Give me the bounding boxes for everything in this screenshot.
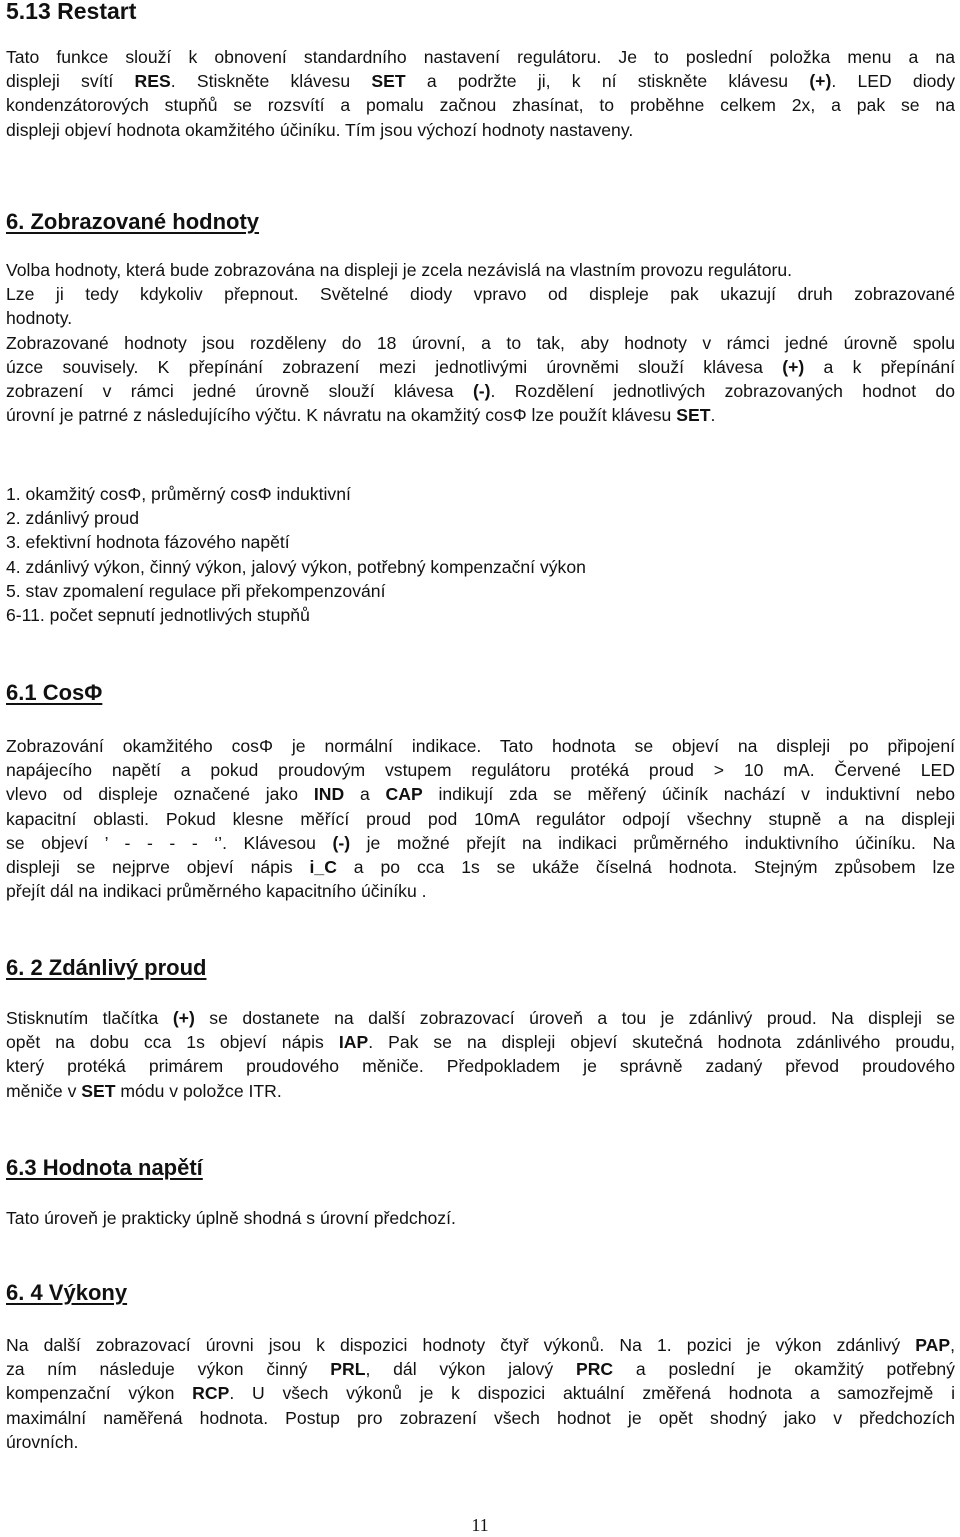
list-item: 1. okamžitý cosΦ, průměrný cosΦ induktivní — [6, 484, 351, 504]
text-line: kapacitní oblasti. Pokud klesne měřící proud pod 10mA regulátor odpojí všechny stupně a na displeji — [6, 808, 955, 829]
text-line: za ním následuje výkon činný PRL, dál výkon jalový PRC a poslední je okamžitý potřebný — [6, 1359, 955, 1380]
text-line: zobrazení v rámci jedné úrovně slouží klávesa (-). Rozdělení jednotlivých zobrazovaných hodnot do — [6, 381, 955, 402]
section-title-cos: 6.1 CosΦ — [6, 680, 103, 705]
paragraph-restart — [6, 45, 955, 142]
text-line: přejít dál na indikaci průměrného kapacitního účiníku . — [6, 881, 427, 902]
text-line: kompenzační výkon RCP. U všech výkonů je k dispozici aktuální změřená hodnota a samozřejmě i — [6, 1383, 955, 1404]
list-item: 5. stav zpomalení regulace při překompenzování — [6, 580, 386, 601]
text-line: se objeví ’ - - - - ‘’. Klávesou (-) je možné přejít na indikaci průměrného induktivního účiníku. Na — [6, 832, 955, 853]
paragraph-cos — [6, 734, 955, 903]
text-line: který protéká primárem proudového měniče. Předpokladem je správně zadaný převod proudového — [6, 1056, 955, 1077]
section-title-proud: 6. 2 Zdánlivý proud — [6, 955, 207, 980]
text-line: displeji svítí RES. Stiskněte klávesu SET a podržte ji, k ní stiskněte klávesu (+). LED diody — [6, 71, 955, 92]
text-line: Lze ji tedy kdykoliv přepnout. Světelné diody vpravo od displeje pak ukazují druh zobrazované — [6, 284, 955, 305]
text-line: úzce souvisely. K přepínání zobrazení mezi jednotlivými úrovněmi slouží klávesa (+) a k přepínání — [6, 356, 955, 377]
list-item: 6-11. počet sepnutí jednotlivých stupňů — [6, 605, 310, 626]
text-line: maximální naměřená hodnota. Postup pro zobrazení všech hodnot je opět shodný jako v předchozích — [6, 1407, 955, 1428]
text-line: měniče v SET módu v položce ITR. — [6, 1080, 282, 1101]
text-line: úrovních. — [6, 1431, 79, 1452]
section-title-napeti: 6.3 Hodnota napětí — [6, 1155, 203, 1180]
paragraph-napeti — [6, 1206, 955, 1230]
text-line: opět na dobu cca 1s objeví nápis IAP. Pak se na displeji objeví skutečná hodnota zdánlivého proudu, — [6, 1032, 956, 1053]
value-levels-list — [6, 482, 586, 627]
text-line: displeji se nejprve objeví nápis i_C a po cca 1s se ukáže číselná hodnota. Stejným způsobem lze — [6, 857, 955, 878]
text-line: Tato funkce slouží k obnovení standardního nastavení regulátoru. Je to poslední položka menu a na — [6, 47, 955, 67]
list-item: 2. zdánlivý proud — [6, 508, 140, 529]
paragraph-proud — [6, 1006, 955, 1103]
text-line: Tato úroveň je prakticky úplně shodná s úrovní předchozí. — [6, 1208, 456, 1228]
paragraph-zobrazovane — [6, 258, 955, 427]
text-line: vlevo od displeje označené jako IND a CAP indikují zda se měřený účiník nachází v induktivní nebo — [6, 784, 956, 805]
section-title-zobrazovane: 6. Zobrazované hodnoty — [6, 209, 260, 234]
text-line: kondenzátorových stupňů se rozsvítí a pomalu začnou zhasínat, to proběhne celkem 2x, a pak se na — [6, 95, 955, 116]
page-number: 11 — [471, 1515, 489, 1535]
text-line: Na další zobrazovací úrovni jsou k dispozici hodnoty čtyř výkonů. Na 1. pozici je výkon zdánlivý PAP, — [6, 1335, 955, 1355]
section-title-restart: 5.13 Restart — [6, 0, 137, 24]
list-item: 4. zdánlivý výkon, činný výkon, jalový výkon, potřebný kompenzační výkon — [6, 556, 586, 577]
text-line: napájecího napětí a pokud proudovým vstupem regulátoru protéká proud > 10 mA. Červené LED — [6, 760, 955, 781]
text-line: Volba hodnoty, která bude zobrazována na displeji je zcela nezávislá na vlastním provozu regulátoru. — [6, 260, 793, 280]
text-line: úrovní je patrné z následujícího výčtu. K návratu na okamžitý cosΦ lze použít klávesu SET. — [6, 405, 716, 426]
paragraph-vykony — [6, 1333, 955, 1454]
text-line: Stisknutím tlačítka (+) se dostanete na další zobrazovací úroveň a tou je zdánlivý proud. Na displeji se — [6, 1008, 955, 1028]
list-item: 3. efektivní hodnota fázového napětí — [6, 532, 290, 553]
text-line: Zobrazování okamžitého cosΦ je normální indikace. Tato hodnota se objeví na displeji po připojení — [6, 736, 955, 756]
text-line: displeji objeví hodnota okamžitého účiníku. Tím jsou výchozí hodnoty nastaveny. — [6, 119, 634, 140]
section-title-vykony: 6. 4 Výkony — [6, 1280, 128, 1305]
text-line: hodnoty. — [6, 308, 73, 329]
text-line: Zobrazované hodnoty jsou rozděleny do 18 úrovní, a to tak, aby hodnoty v rámci jedné úrovně spolu — [6, 332, 955, 353]
